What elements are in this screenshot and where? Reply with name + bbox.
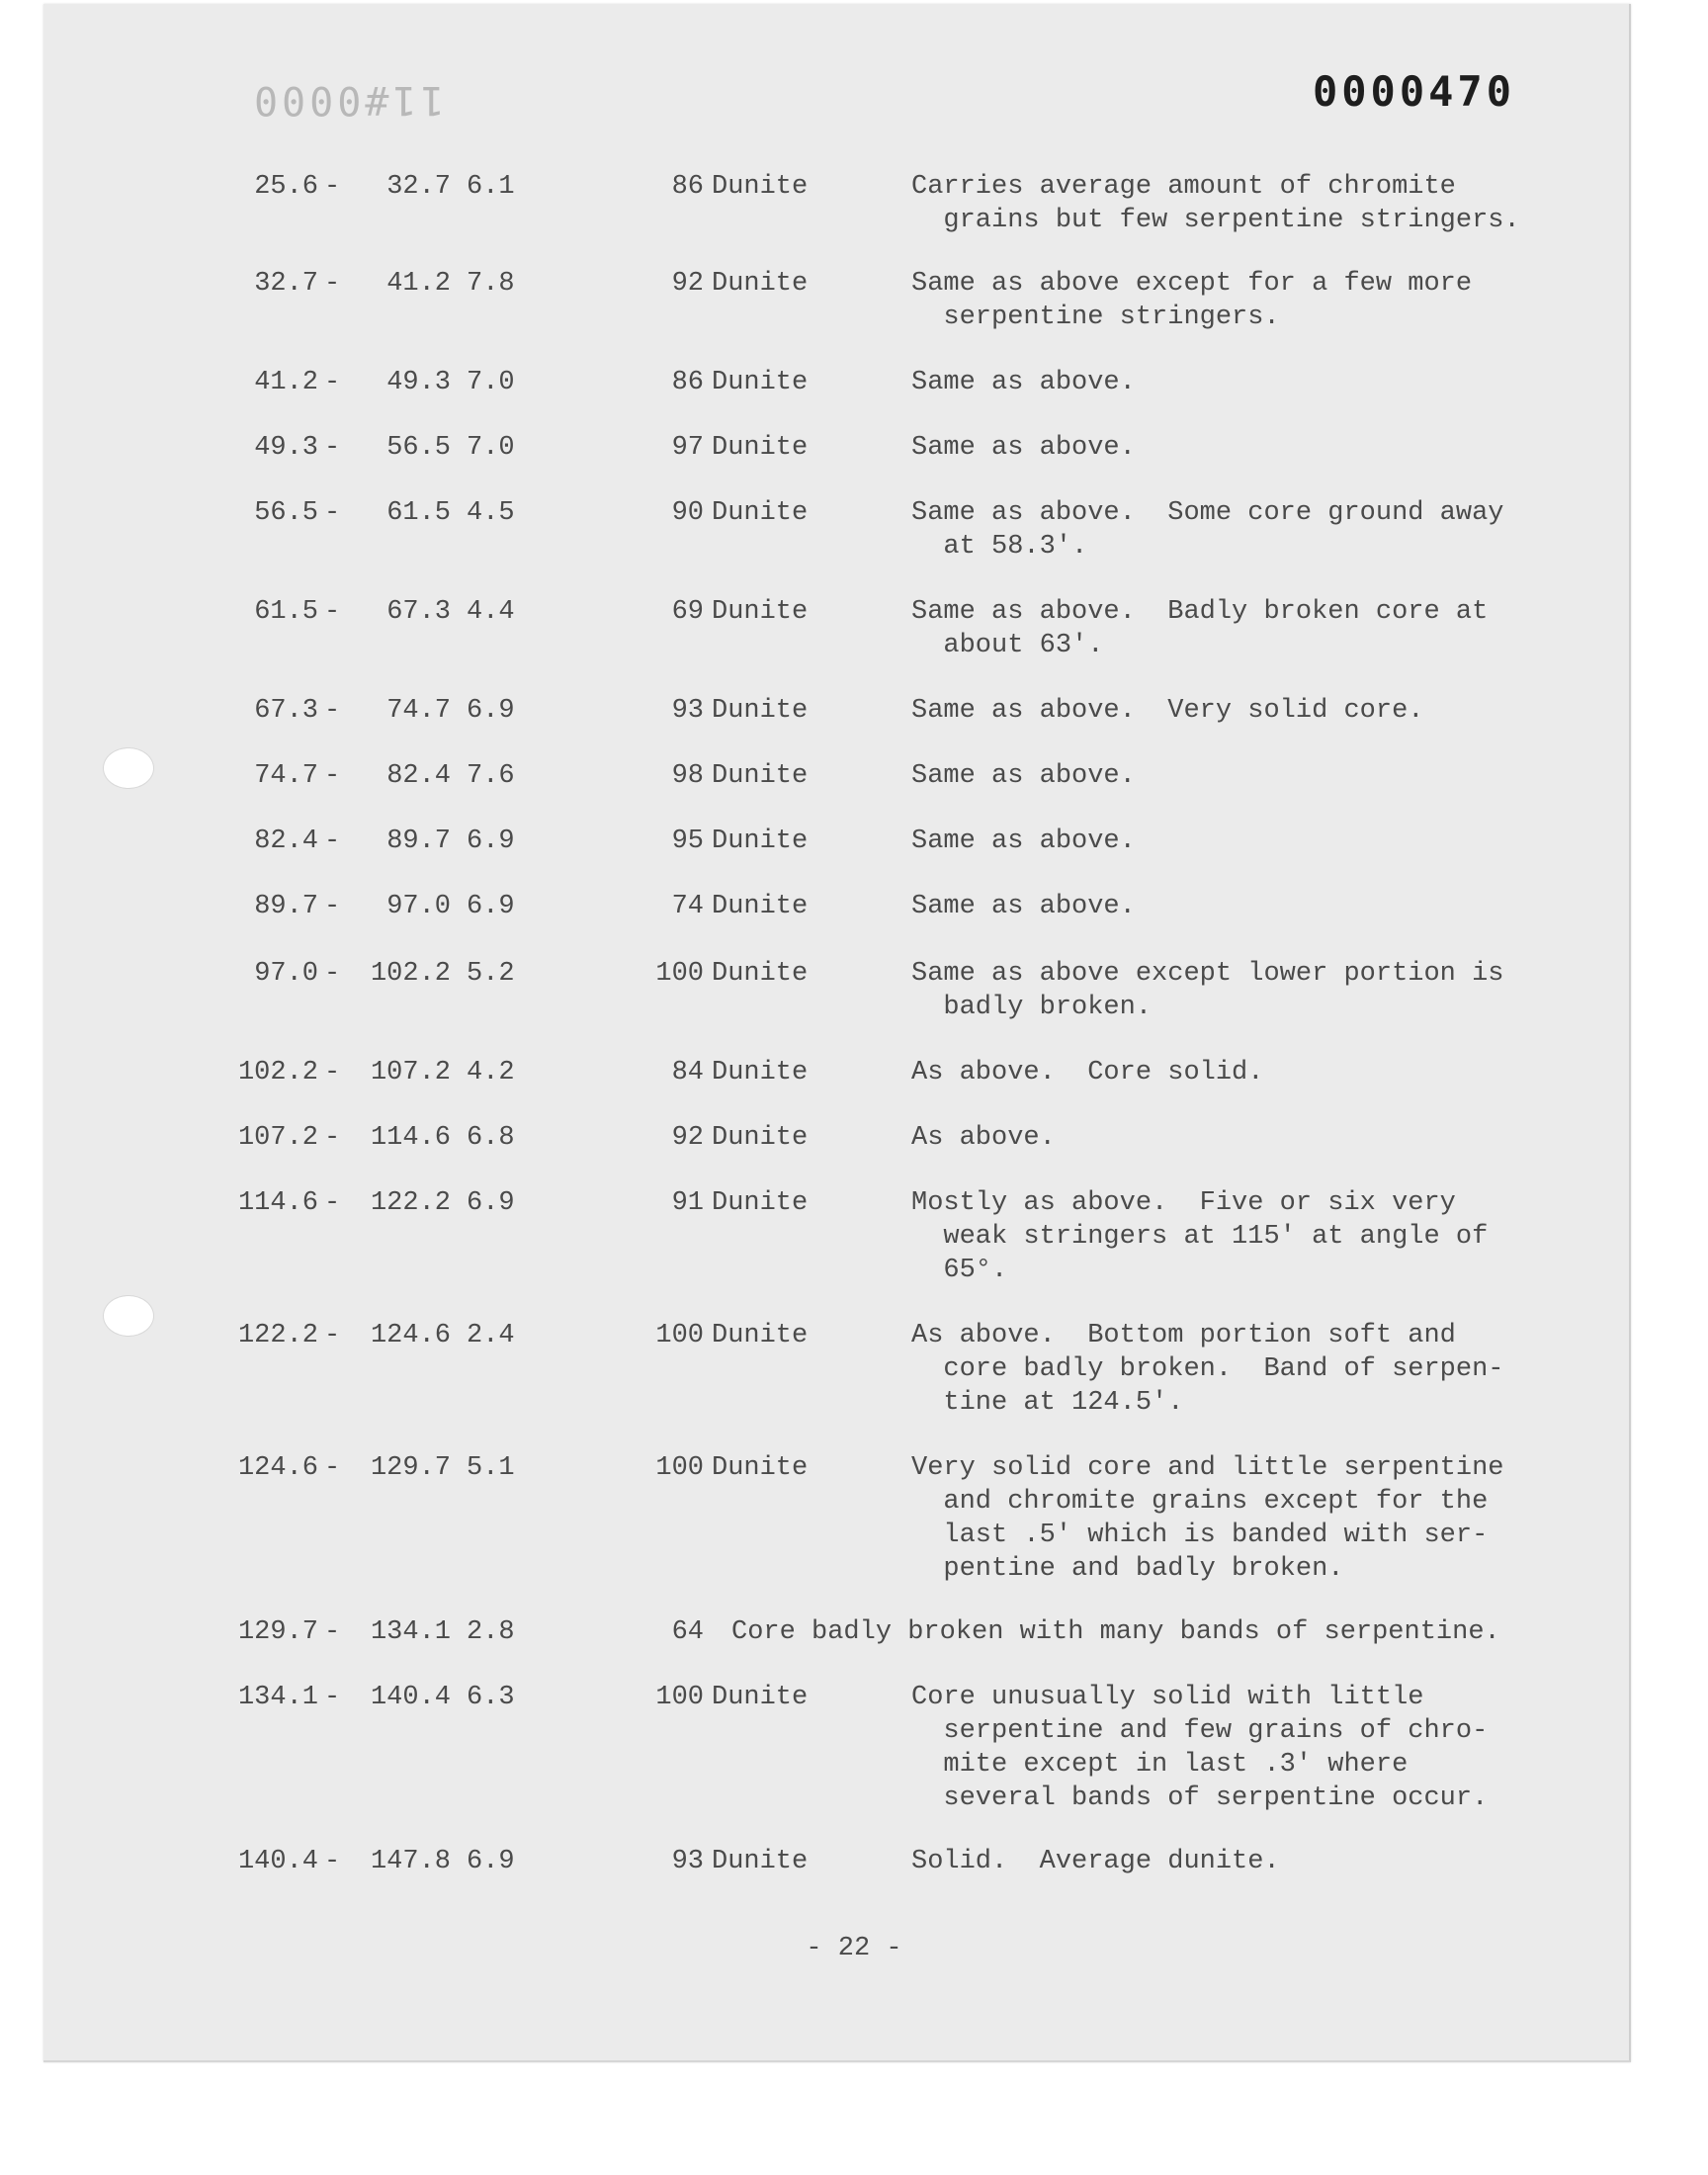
depth-from: 56.5 [254,498,318,528]
recovery-percent: 84 [671,1058,704,1088]
description: As above. Bottom portion soft and core badly broken. Band of serpen- tine at 124.5'. [911,1321,1504,1418]
punch-hole [103,747,154,789]
depth-dash: - [324,1188,341,1218]
description: Same as above. Some core ground away at 58.3'. [911,498,1504,562]
recovery-percent: 100 [655,959,704,989]
description: Same as above. [911,433,1136,463]
depth-dash: - [324,959,341,989]
table-row [229,595,1544,664]
depth-to: 32.7 [386,172,451,202]
depth-from: 82.4 [254,826,318,856]
table-row [229,1845,1544,1914]
table-row [229,1319,1544,1418]
core-length: 6.9 [467,1188,515,1218]
rock-type: Dunite [712,892,809,921]
description: Solid. Average dunite. [911,1847,1280,1876]
rock-type: Dunite [712,761,809,791]
depth-to: 67.3 [386,597,451,627]
depth-dash: - [324,1617,341,1647]
depth-dash: - [324,269,341,299]
depth-from: 107.2 [237,1123,318,1153]
table-row [229,267,1544,336]
recovery-percent: 90 [671,498,704,528]
table-row [229,366,1544,435]
description: Same as above. Very solid core. [911,696,1424,726]
rock-type: Dunite [712,1321,809,1350]
depth-to: 129.7 [370,1453,451,1483]
table-row [229,694,1544,763]
recovery-percent: 93 [671,1847,704,1876]
description: Same as above except for a few more serpentine stringers. [911,269,1473,332]
description: Same as above. [911,761,1136,791]
depth-dash: - [324,1321,341,1350]
depth-dash: - [324,1453,341,1483]
depth-dash: - [324,1058,341,1088]
depth-from: 41.2 [254,368,318,397]
recovery-percent: 69 [671,597,704,627]
recovery-percent: 100 [655,1683,704,1712]
faded-stamp-number: 11#0000 [250,77,445,123]
depth-to: 140.4 [370,1683,451,1712]
recovery-percent: 97 [671,433,704,463]
description: Same as above. [911,892,1136,921]
depth-from: 25.6 [254,172,318,202]
rock-type: Dunite [712,597,809,627]
description: Very solid core and little serpentine and chromite grains except for the last .5' which is banded with ser- pentine and badly broken. [911,1453,1504,1584]
depth-dash: - [324,1123,341,1153]
depth-from: 49.3 [254,433,318,463]
recovery-percent: 95 [671,826,704,856]
core-length: 7.8 [467,269,515,299]
rock-type: Dunite [712,498,809,528]
rock-type: Dunite [712,172,809,202]
depth-from: 97.0 [254,959,318,989]
depth-dash: - [324,172,341,202]
rock-type: Dunite [712,1453,809,1483]
core-length: 5.2 [467,959,515,989]
core-length: 2.4 [467,1321,515,1350]
depth-from: 74.7 [254,761,318,791]
depth-to: 82.4 [386,761,451,791]
depth-from: 140.4 [237,1847,318,1876]
depth-to: 74.7 [386,696,451,726]
core-length: 7.0 [467,368,515,397]
rock-type: Dunite [712,1188,809,1218]
core-length: 2.8 [467,1617,515,1647]
recovery-percent: 100 [655,1453,704,1483]
depth-to: 61.5 [386,498,451,528]
rock-type: Dunite [712,433,809,463]
rock-type: Dunite [712,959,809,989]
depth-from: 114.6 [237,1188,318,1218]
core-length: 6.9 [467,696,515,726]
table-row [229,1056,1544,1125]
table-row [229,1681,1544,1813]
description: Core badly broken with many bands of serpentine. [731,1617,1500,1647]
depth-dash: - [324,1683,341,1712]
rock-type: Dunite [712,1123,809,1153]
depth-to: 41.2 [386,269,451,299]
table-row [229,1121,1544,1190]
rock-type: Dunite [712,1683,809,1712]
depth-dash: - [324,597,341,627]
table-row [229,825,1544,894]
depth-from: 102.2 [237,1058,318,1088]
depth-from: 134.1 [237,1683,318,1712]
table-row [229,1186,1544,1285]
description: Mostly as above. Five or six very weak stringers at 115' at angle of 65°. [911,1188,1489,1285]
depth-from: 32.7 [254,269,318,299]
rock-type: Dunite [712,1058,809,1088]
description: Same as above. [911,368,1136,397]
recovery-percent: 91 [671,1188,704,1218]
table-row [229,759,1544,828]
depth-to: 56.5 [386,433,451,463]
depth-dash: - [324,498,341,528]
core-length: 4.2 [467,1058,515,1088]
table-row [229,1615,1544,1685]
depth-to: 122.2 [370,1188,451,1218]
description: As above. [911,1123,1056,1153]
rock-type: Dunite [712,1847,809,1876]
depth-to: 89.7 [386,826,451,856]
depth-to: 134.1 [370,1617,451,1647]
table-row [229,170,1544,239]
description: Same as above except lower portion is badly broken. [911,959,1504,1022]
core-length: 6.9 [467,892,515,921]
rock-type: Dunite [712,368,809,397]
recovery-percent: 86 [671,172,704,202]
depth-dash: - [324,826,341,856]
recovery-percent: 93 [671,696,704,726]
table-row [229,890,1544,959]
description: Same as above. Badly broken core at about 63'. [911,597,1489,660]
depth-from: 61.5 [254,597,318,627]
depth-to: 124.6 [370,1321,451,1350]
depth-to: 107.2 [370,1058,451,1088]
page-number: - 22 - [806,1934,902,1963]
punch-hole [103,1295,154,1337]
recovery-percent: 74 [671,892,704,921]
table-row [229,496,1544,566]
recovery-percent: 100 [655,1321,704,1350]
document-number-stamp: 0000470 [1312,67,1515,116]
recovery-percent: 64 [671,1617,704,1647]
depth-from: 129.7 [237,1617,318,1647]
depth-dash: - [324,761,341,791]
depth-from: 122.2 [237,1321,318,1350]
recovery-percent: 92 [671,269,704,299]
table-row [229,431,1544,500]
depth-to: 97.0 [386,892,451,921]
recovery-percent: 86 [671,368,704,397]
core-length: 7.6 [467,761,515,791]
depth-to: 114.6 [370,1123,451,1153]
core-length: 4.5 [467,498,515,528]
depth-to: 49.3 [386,368,451,397]
rock-type: Dunite [712,696,809,726]
core-length: 6.8 [467,1123,515,1153]
depth-to: 102.2 [370,959,451,989]
rock-type: Dunite [712,826,809,856]
description: Carries average amount of chromite grains but few serpentine stringers. [911,172,1520,235]
depth-dash: - [324,892,341,921]
depth-dash: - [324,433,341,463]
depth-from: 124.6 [237,1453,318,1483]
depth-from: 67.3 [254,696,318,726]
depth-dash: - [324,696,341,726]
depth-dash: - [324,368,341,397]
table-row [229,1451,1544,1584]
core-length: 4.4 [467,597,515,627]
recovery-percent: 98 [671,761,704,791]
core-length: 6.1 [467,172,515,202]
recovery-percent: 92 [671,1123,704,1153]
table-row [229,957,1544,1026]
core-length: 6.9 [467,826,515,856]
depth-from: 89.7 [254,892,318,921]
core-length: 5.1 [467,1453,515,1483]
core-length: 6.3 [467,1683,515,1712]
core-length: 6.9 [467,1847,515,1876]
description: As above. Core solid. [911,1058,1264,1088]
description: Same as above. [911,826,1136,856]
rock-type: Dunite [712,269,809,299]
core-length: 7.0 [467,433,515,463]
description: Core unusually solid with little serpentine and few grains of chro- mite except in last .3' where several bands of serpentine occur. [911,1683,1489,1813]
depth-dash: - [324,1847,341,1876]
depth-to: 147.8 [370,1847,451,1876]
